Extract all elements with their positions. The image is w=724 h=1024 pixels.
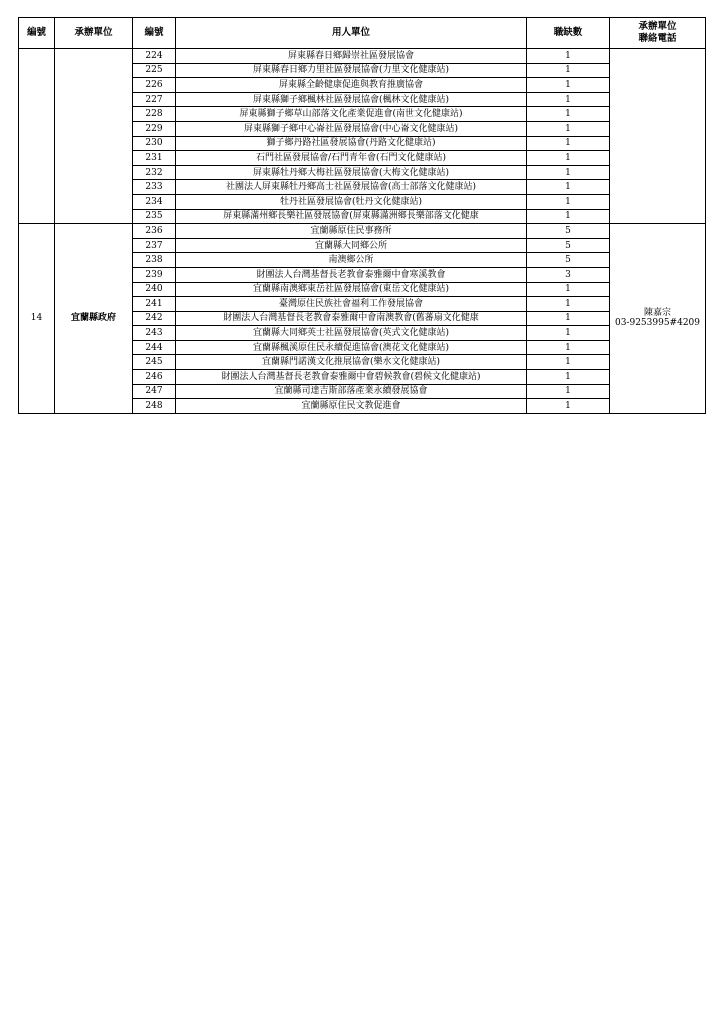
employer-unit: 宜蘭縣南澳鄉東岳社區發展協會(東岳文化健康站) [176, 282, 527, 297]
header-contact-line1: 承辦單位 [638, 21, 677, 32]
table-row [19, 224, 706, 239]
item-number: 234 [133, 194, 176, 209]
employer-unit: 屏東縣滿州鄉長樂社區發展協會(屏東縣滿洲鄉長樂部落文化健康 [176, 209, 527, 224]
employer-unit: 宜蘭縣司達吉斯部落產業永續發展協會 [176, 384, 527, 399]
employer-unit: 財團法人台灣基督長老教會泰雅爾中會碧候教會(碧候文化健康站) [176, 370, 527, 385]
employer-unit: 社團法人屏東縣牡丹鄉高士社區發展協會(高士部落文化健康站) [176, 180, 527, 195]
contact-name: 陳嘉宗 [643, 308, 671, 319]
employer-unit: 宜蘭縣門諾漢文化推展協會(樂水文化健康站) [176, 355, 527, 370]
header-row [19, 18, 706, 49]
item-number: 229 [133, 121, 176, 136]
item-number: 235 [133, 209, 176, 224]
vacancy-count: 3 [527, 267, 610, 282]
vacancy-count: 5 [527, 238, 610, 253]
employer-unit: 宜蘭縣原住民事務所 [176, 224, 527, 239]
employer-unit: 宜蘭縣大同鄉英士社區發展協會(英式文化健康站) [176, 326, 527, 341]
item-number: 241 [133, 297, 176, 312]
item-number: 231 [133, 151, 176, 166]
item-number: 232 [133, 165, 176, 180]
item-number: 240 [133, 282, 176, 297]
vacancy-count: 1 [527, 107, 610, 122]
header-item-no: 編號 [133, 18, 176, 49]
contact-cell [610, 224, 706, 414]
employer-unit: 屏東縣獅子鄉楓林社區發展協會(楓林文化健康站) [176, 92, 527, 107]
item-number: 238 [133, 253, 176, 268]
item-number: 248 [133, 399, 176, 414]
item-number: 242 [133, 311, 176, 326]
employer-unit: 財團法人台灣基督長老教會泰雅爾中會南澳教會(舊蕃扇文化健康 [176, 311, 527, 326]
agency-name [55, 49, 133, 224]
item-number: 233 [133, 180, 176, 195]
item-number: 227 [133, 92, 176, 107]
header-contact-line2: 聯絡電話 [638, 33, 677, 44]
vacancy-count: 1 [527, 355, 610, 370]
agency-name: 宜蘭縣政府 [55, 224, 133, 414]
vacancy-count: 1 [527, 78, 610, 93]
contact-phone: 03-9253995#4209 [614, 318, 701, 329]
header-contact [610, 18, 706, 49]
item-number: 237 [133, 238, 176, 253]
item-number: 247 [133, 384, 176, 399]
employer-unit: 獅子鄉丹路社區發展協會(丹路文化健康站) [176, 136, 527, 151]
vacancy-count: 1 [527, 297, 610, 312]
employer-unit: 屏東縣獅子鄉草山部落文化產業促進會(南世文化健康站) [176, 107, 527, 122]
item-number: 244 [133, 340, 176, 355]
employer-unit: 宜蘭縣楓溪原住民永續促進協會(澳花文化健康站) [176, 340, 527, 355]
vacancy-count: 1 [527, 311, 610, 326]
item-number: 245 [133, 355, 176, 370]
vacancy-count: 1 [527, 340, 610, 355]
vacancy-count: 1 [527, 180, 610, 195]
item-number: 230 [133, 136, 176, 151]
employer-unit: 南澳鄉公所 [176, 253, 527, 268]
employer-unit: 屏東縣牡丹鄉大梅社區發展協會(大梅文化健康站) [176, 165, 527, 180]
item-number: 243 [133, 326, 176, 341]
vacancy-count: 5 [527, 253, 610, 268]
vacancy-count: 1 [527, 209, 610, 224]
vacancy-count: 1 [527, 92, 610, 107]
employer-unit: 屏東縣春日鄉歸崇社區發展協會 [176, 49, 527, 64]
vacancy-count: 1 [527, 326, 610, 341]
employer-unit: 屏東縣獅子鄉中心崙社區發展協會(中心崙文化健康站) [176, 121, 527, 136]
table-body [19, 49, 706, 414]
vacancy-count: 1 [527, 282, 610, 297]
vacancy-count: 1 [527, 194, 610, 209]
employer-unit: 宜蘭縣原住民文教促進會 [176, 399, 527, 414]
item-number: 226 [133, 78, 176, 93]
vacancy-count: 1 [527, 165, 610, 180]
employer-unit: 臺灣原住民族社會福利工作發展協會 [176, 297, 527, 312]
item-number: 228 [133, 107, 176, 122]
item-number: 239 [133, 267, 176, 282]
header-group-no: 編號 [19, 18, 55, 49]
header-employer: 用人單位 [176, 18, 527, 49]
employer-unit: 財團法人台灣基督長老教會泰雅爾中會寒溪教會 [176, 267, 527, 282]
vacancy-count: 1 [527, 121, 610, 136]
item-number: 225 [133, 63, 176, 78]
vacancy-table [18, 17, 706, 414]
vacancy-count: 5 [527, 224, 610, 239]
contact-cell [610, 49, 706, 224]
vacancy-count: 1 [527, 63, 610, 78]
employer-unit: 屏東縣全齡健康促進與教育推廣協會 [176, 78, 527, 93]
employer-unit: 宜蘭縣大同鄉公所 [176, 238, 527, 253]
group-number: 14 [19, 224, 55, 414]
employer-unit: 屏東縣春日鄉力里社區發展協會(力里文化健康站) [176, 63, 527, 78]
table-row [19, 49, 706, 64]
header-agency: 承辦單位 [55, 18, 133, 49]
vacancy-count: 1 [527, 370, 610, 385]
vacancy-count: 1 [527, 384, 610, 399]
employer-unit: 石門社區發展協會/石門青年會(石門文化健康站) [176, 151, 527, 166]
vacancy-count: 1 [527, 136, 610, 151]
item-number: 236 [133, 224, 176, 239]
item-number: 246 [133, 370, 176, 385]
vacancy-count: 1 [527, 151, 610, 166]
vacancy-count: 1 [527, 399, 610, 414]
group-number [19, 49, 55, 224]
header-vacancies: 職缺數 [527, 18, 610, 49]
employer-unit: 牡丹社區發展協會(牡丹文化健康站) [176, 194, 527, 209]
vacancy-count: 1 [527, 49, 610, 64]
item-number: 224 [133, 49, 176, 64]
